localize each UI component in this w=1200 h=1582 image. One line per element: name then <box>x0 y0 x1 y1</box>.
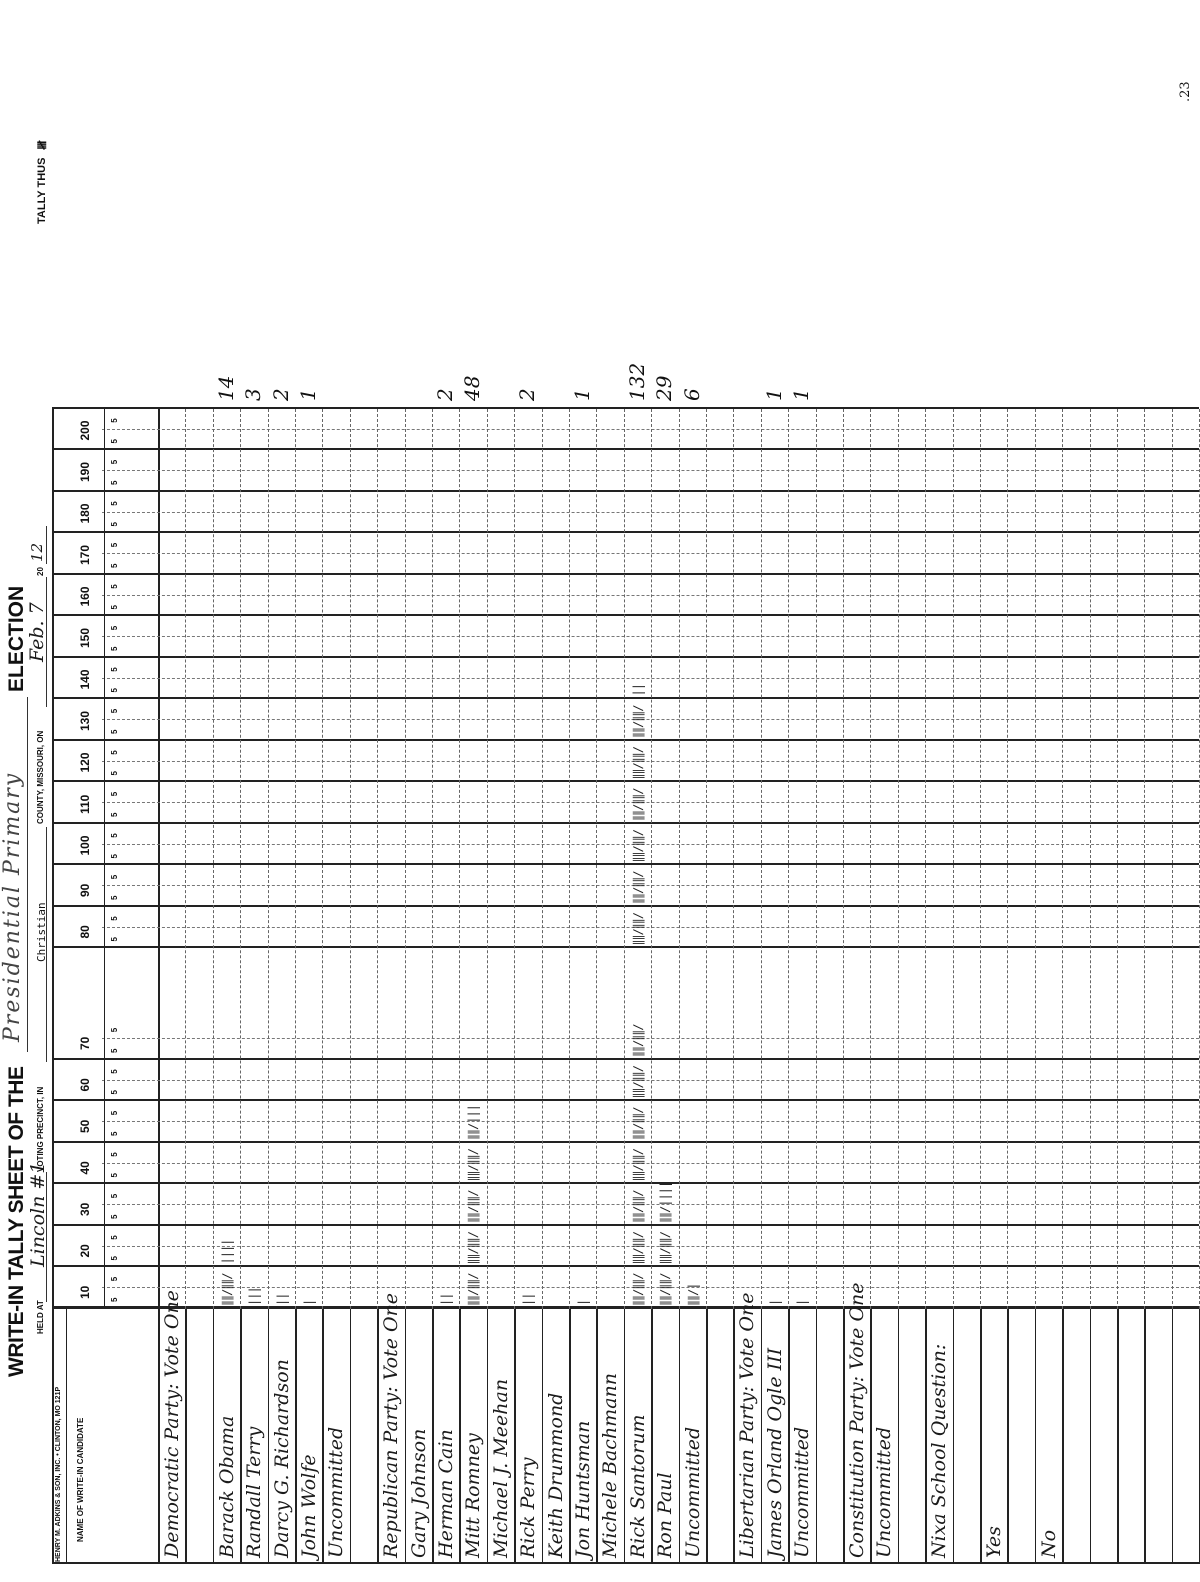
tally-sub-label: 5 <box>110 1297 119 1302</box>
row-line-tally <box>1117 409 1118 1309</box>
tally-sub-label: 5 <box>110 708 119 714</box>
tally-label: TALLY THUS <box>36 157 48 224</box>
tally-column-header: 60 <box>78 1078 92 1092</box>
sheet-title: WRITE-IN TALLY SHEET OF THE <box>5 1066 28 1377</box>
tally-column-header: 130 <box>78 710 92 731</box>
row-line-name <box>788 1309 790 1564</box>
tally-sub-label: 5 <box>110 522 119 527</box>
tally-sub-label: 5 <box>110 874 119 880</box>
row-line-tally <box>1062 409 1063 1309</box>
row-line-tally <box>1090 409 1091 1309</box>
tally-marks: | <box>576 1299 590 1306</box>
tally-column-border <box>52 573 1199 575</box>
tally-column-header: 30 <box>78 1202 92 1216</box>
row-line-name <box>322 1309 324 1564</box>
candidate-name: Michele Bachmann <box>599 1373 622 1558</box>
tally-column-header: 180 <box>78 503 92 524</box>
tally-sub-label: 5 <box>110 771 119 776</box>
tally-marks: |||| <box>219 1239 234 1265</box>
tally-marks: ∥∥∕∥∥∕ <box>219 1273 234 1306</box>
tally-column-header: 160 <box>78 586 92 607</box>
row-line-name <box>733 1309 735 1564</box>
row-line-tally <box>542 409 543 1309</box>
row-line-name <box>240 1309 242 1564</box>
tally-sub-label: 5 <box>110 1276 119 1282</box>
tally-column-header: 190 <box>78 461 92 482</box>
tally-sub-label: 5 <box>110 854 119 859</box>
tally-marks: ∥∥∕∥∥∕ <box>630 788 645 821</box>
row-line-tally <box>432 409 433 1309</box>
tally-sub-label: 5 <box>110 418 119 423</box>
vote-count: 3 <box>241 388 266 401</box>
held-at-label: HELD AT <box>36 1300 45 1334</box>
tally-sub-label: 5 <box>110 667 119 672</box>
tally-column-header: 140 <box>78 669 92 690</box>
tally-sub-label: 5 <box>110 1131 119 1136</box>
candidate-name: James Orland Ogle III <box>763 1347 786 1558</box>
row-line-tally <box>569 409 570 1309</box>
election-name: Presidential Primary <box>0 771 25 1042</box>
row-line-name <box>405 1309 407 1564</box>
row-line-name <box>268 1309 270 1564</box>
tally-column-border <box>52 822 1199 824</box>
row-line-tally <box>1035 409 1036 1309</box>
tally-marks: ∥∥∕∥∥∕ <box>630 871 645 904</box>
row-line-tally <box>925 409 926 1309</box>
table-right-border <box>52 407 1199 409</box>
candidate-name: Darcy G. Richardson <box>270 1359 293 1558</box>
tally-sub-label: 5 <box>110 750 119 755</box>
row-line-name <box>459 1309 461 1564</box>
tally-marks: ∥∥∕∥∥∕ <box>658 1273 673 1306</box>
row-line-name <box>706 1309 708 1564</box>
candidate-name: Jon Huntsman <box>572 1420 594 1558</box>
election-label: ELECTION <box>5 585 28 692</box>
tally-sub-label: 5 <box>110 459 119 465</box>
tally-marks: ∥∥∕∥∥∕ <box>630 1232 645 1265</box>
year-value: 12 <box>28 542 46 562</box>
row-line-name <box>542 1309 544 1564</box>
tally-column-border <box>52 1224 1199 1226</box>
precinct-label: VOTING PRECINCT, IN <box>36 1086 45 1172</box>
row-line-name <box>870 1309 872 1564</box>
row-line-tally <box>843 409 844 1309</box>
county-value: Christian <box>35 902 48 962</box>
candidate-name: Mitt Romney <box>462 1433 485 1558</box>
tally-sub-label: 5 <box>110 916 119 921</box>
row-line-tally <box>679 409 680 1309</box>
tally-column-border <box>52 905 1199 907</box>
tally-marks: ∥∥∕|||| <box>658 1181 673 1223</box>
candidate-name: Uncommitted <box>873 1426 896 1558</box>
tally-marks: ||| <box>247 1287 262 1306</box>
vote-count: 29 <box>652 375 677 401</box>
tally-marks: ∥∥∕∥∥∕ <box>630 1149 645 1182</box>
row-line-name <box>816 1309 818 1564</box>
tally-column-border <box>52 1266 1199 1268</box>
tally-sub-label: 5 <box>110 937 119 942</box>
tally-sub-label: 5 <box>110 1193 119 1199</box>
corner-mark: .23 <box>1178 81 1193 102</box>
candidate-name: Libertarian Party: Vote One <box>736 1292 759 1558</box>
tally-marks: | <box>795 1299 810 1306</box>
row-line-name <box>213 1309 215 1564</box>
tally-sub-label: 5 <box>110 1256 119 1261</box>
tally-sub-label: 5 <box>110 1027 119 1033</box>
row-line-tally <box>185 409 186 1309</box>
table-top-border <box>52 409 54 1564</box>
candidate-name: Constitution Party: Vote One <box>846 1282 868 1558</box>
held-at-value: Lincoln #1 <box>27 1161 49 1267</box>
candidate-name: No <box>1037 1529 1060 1558</box>
tally-column-header: 120 <box>78 752 92 773</box>
row-line-tally <box>870 409 871 1309</box>
tally-marks: ∥∥∕∥∥∕ <box>466 1273 481 1306</box>
row-line-tally <box>624 409 625 1309</box>
tally-column-border <box>52 490 1199 492</box>
row-line-tally <box>1007 409 1008 1309</box>
tally-marks: ∥∥∕||| <box>466 1105 481 1140</box>
row-line-name <box>843 1309 845 1564</box>
candidate-name: Barack Obama <box>215 1415 238 1558</box>
tally-sub-label: 5 <box>110 501 119 506</box>
vote-count: 14 <box>213 375 238 401</box>
row-line-name <box>1035 1309 1037 1564</box>
tally-marks: || <box>630 684 645 697</box>
tally-column-header: 150 <box>78 627 92 648</box>
tally-column-header: 80 <box>78 925 92 939</box>
row-line-name <box>1007 1309 1009 1564</box>
tally-marks: ∥∥∕∥∥∕ <box>466 1149 481 1182</box>
tally-marks: | <box>302 1299 316 1306</box>
candidate-name: Randall Terry <box>243 1426 266 1558</box>
tally-sub-label: 5 <box>110 439 119 444</box>
candidate-name: Uncommitted <box>325 1426 348 1558</box>
tally-column-border <box>52 449 1199 451</box>
row-line-name <box>761 1309 763 1564</box>
tally-sub-label: 5 <box>110 542 119 548</box>
row-line-tally <box>1172 409 1173 1309</box>
row-line-tally <box>706 409 707 1309</box>
row-line-tally <box>1144 409 1145 1309</box>
tally-column-border <box>52 1141 1199 1143</box>
tally-marks: ∥∥∕∥∥∕ <box>630 1190 645 1223</box>
row-line-tally <box>761 409 762 1309</box>
row-line-tally <box>651 409 652 1309</box>
candidate-name: Uncommitted <box>791 1426 814 1558</box>
tally-sub-label: 5 <box>110 791 119 797</box>
tally-sub-label: 5 <box>110 584 119 589</box>
row-line-tally <box>788 409 789 1309</box>
tally-column-header: 70 <box>78 1036 92 1050</box>
tally-sub-label: 5 <box>110 1235 119 1240</box>
row-line-tally <box>405 409 406 1309</box>
candidate-name: Yes <box>983 1526 1005 1558</box>
tally-sub-label: 5 <box>110 625 119 631</box>
candidate-name: Rick Perry <box>517 1457 540 1558</box>
row-line-name <box>432 1309 434 1564</box>
vote-count: 6 <box>679 388 704 401</box>
tally-column-border <box>52 1307 1199 1309</box>
column-header-label: NAME OF WRITE-IN CANDIDATE <box>76 1417 85 1542</box>
candidate-name: Gary Johnson <box>407 1428 430 1558</box>
row-line-name <box>953 1309 955 1564</box>
row-line-name <box>651 1309 653 1564</box>
row-line-tally <box>268 409 269 1309</box>
candidate-name: Keith Drummond <box>544 1392 567 1558</box>
row-line-tally <box>487 409 488 1309</box>
tally-sub-label: 5 <box>110 1214 119 1219</box>
candidate-name: Herman Cain <box>435 1429 457 1558</box>
vote-count: 1 <box>789 388 814 401</box>
tally-column-header: 100 <box>78 835 92 856</box>
tally-marks: ∥∥∕∥∥∕ <box>630 1024 645 1057</box>
tally-sub-label: 5 <box>110 563 119 568</box>
row-line-tally <box>953 409 954 1309</box>
candidate-name: Nixa School Question: <box>928 1343 951 1558</box>
tally-marks: ∥∥∕∥∥∕ <box>630 1066 645 1099</box>
tally-sub-label: 5 <box>110 1069 119 1074</box>
candidate-name: Rick Santorum <box>626 1414 649 1558</box>
tally-sub-label: 5 <box>110 812 119 817</box>
tally-sub-label: 5 <box>110 729 119 734</box>
tally-column-header: 50 <box>78 1119 92 1133</box>
vote-count: 48 <box>460 375 485 401</box>
row-line-name <box>1172 1309 1174 1564</box>
tally-column-border <box>52 1183 1199 1185</box>
row-line-name <box>295 1309 297 1564</box>
tally-sub-label: 5 <box>110 1048 119 1053</box>
tally-marks: ∥∥∕∥∥∕ <box>466 1232 481 1265</box>
row-line-tally <box>980 409 981 1309</box>
tally-marks: || <box>439 1293 453 1306</box>
row-line-name <box>898 1309 900 1564</box>
tally-column-header: 170 <box>78 544 92 565</box>
tally-column-border <box>52 1058 1199 1060</box>
row-line-tally <box>350 409 351 1309</box>
candidate-name: Ron Paul <box>654 1472 677 1558</box>
tally-marks: ∥∥∕∥∥∕ <box>466 1190 481 1223</box>
row-line-tally <box>816 409 817 1309</box>
tally-example-icon: 𝍸 <box>35 140 49 150</box>
candidate-name: Uncommitted <box>681 1426 704 1558</box>
tally-marks: ∥∥∕∥∥∕ <box>630 747 645 780</box>
county-label: COUNTY, MISSOURI, ON <box>36 730 45 824</box>
tally-sub-label: 5 <box>110 1090 119 1095</box>
row-line-name <box>514 1309 516 1564</box>
row-line-name <box>487 1309 489 1564</box>
row-line-name <box>350 1309 352 1564</box>
year-prefix: 20 <box>36 567 45 576</box>
tally-marks: ∥∥∕∥∥∕ <box>658 1232 673 1265</box>
row-line-name <box>1117 1309 1119 1564</box>
tally-column-border <box>52 864 1199 866</box>
row-line-tally <box>322 409 323 1309</box>
vote-count: 1 <box>761 388 786 401</box>
row-line-name <box>624 1309 626 1564</box>
tally-column-border <box>52 615 1199 617</box>
tally-sub-label: 5 <box>110 895 119 900</box>
tally-column-header: 40 <box>78 1161 92 1175</box>
row-line-name <box>569 1309 571 1564</box>
tally-sub-label: 5 <box>110 1173 119 1178</box>
vote-count: 2 <box>268 388 293 401</box>
tally-column-header: 200 <box>78 420 92 441</box>
tally-marks: ∥∥∕∥∥∕ <box>630 1107 645 1140</box>
publisher-label: HENRY M. ADKINS & SON, INC. • CLINTON, MO 121P <box>55 1386 62 1562</box>
header-divider <box>158 409 160 1564</box>
row-line-name <box>1062 1309 1064 1564</box>
header-inner-line <box>104 409 105 1309</box>
tally-sub-label: 5 <box>110 1152 119 1157</box>
vote-count: 132 <box>624 362 649 401</box>
row-line-tally <box>213 409 214 1309</box>
tally-column-header: 110 <box>78 794 92 814</box>
tally-marks: ∥∥∕| <box>685 1283 700 1306</box>
tally-column-header: 20 <box>78 1244 92 1258</box>
candidate-name: Republican Party: Vote One <box>380 1292 403 1558</box>
row-line-tally <box>514 409 515 1309</box>
tally-column-border <box>52 947 1199 949</box>
tally-sub-label: 5 <box>110 605 119 610</box>
row-line-tally <box>240 409 241 1309</box>
tally-marks: | <box>767 1299 782 1306</box>
candidate-name: John Wolfe <box>298 1454 320 1558</box>
row-line-tally <box>377 409 378 1309</box>
tally-column-border <box>52 532 1199 534</box>
tally-column-border <box>52 739 1199 741</box>
row-line-name <box>596 1309 598 1564</box>
tally-marks: ∥∥∕∥∥∕ <box>630 1273 645 1306</box>
row-line-tally <box>733 409 734 1309</box>
row-line-name <box>980 1309 982 1564</box>
vote-count: 1 <box>296 388 320 401</box>
row-line-tally <box>459 409 460 1309</box>
row-line-name <box>1090 1309 1092 1564</box>
tally-column-header: 90 <box>78 883 92 897</box>
row-line-tally <box>295 409 296 1309</box>
tally-marks: ∥∥∕∥∥∕ <box>630 913 645 946</box>
tally-marks: ∥∥∕∥∥∕ <box>630 705 645 738</box>
table-left-border <box>52 1562 1199 1564</box>
tally-column-border <box>52 781 1199 783</box>
tally-sub-label: 5 <box>110 646 119 651</box>
row-line-name <box>377 1309 379 1564</box>
tally-marks: ∥∥∕∥∥∕ <box>630 830 645 863</box>
tally-sub-label: 5 <box>110 480 119 485</box>
row-line-name <box>925 1309 927 1564</box>
date-value: Feb. 7 <box>26 602 48 662</box>
tally-column-border <box>52 656 1199 658</box>
candidate-name: Michael J. Meehan <box>489 1378 512 1558</box>
vote-count: 1 <box>570 388 594 401</box>
row-line-tally <box>596 409 597 1309</box>
tally-marks: || <box>274 1293 289 1306</box>
tally-sub-label: 5 <box>110 1110 119 1116</box>
tally-column-border <box>52 1100 1199 1102</box>
row-line-name <box>679 1309 681 1564</box>
tally-sub-label: 5 <box>110 688 119 693</box>
tally-sub-label: 5 <box>110 833 119 838</box>
row-line-tally <box>898 409 899 1309</box>
row-line-name <box>185 1309 187 1564</box>
tally-column-header: 10 <box>78 1285 92 1299</box>
row-line-name <box>1144 1309 1146 1564</box>
vote-count: 2 <box>433 388 457 401</box>
tally-marks: || <box>521 1293 536 1306</box>
vote-count: 2 <box>515 388 540 401</box>
candidate-name: Democratic Party: Vote One <box>161 1290 183 1558</box>
tally-column-border <box>52 698 1199 700</box>
